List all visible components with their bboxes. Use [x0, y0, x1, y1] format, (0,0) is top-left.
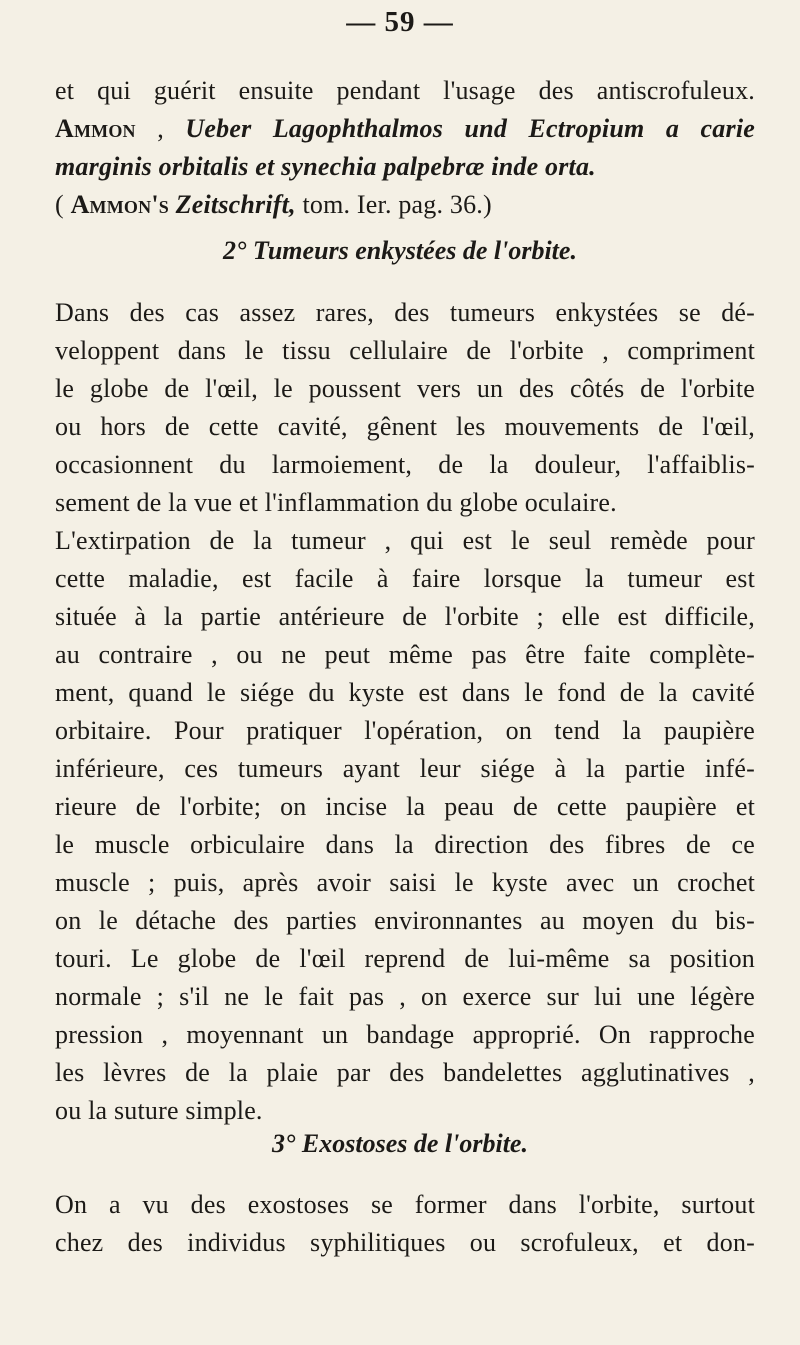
journal-title: Zeitschrift,	[175, 190, 296, 219]
text-line: On a vu des exostoses se former dans l'orbite, surtout	[55, 1190, 755, 1219]
citation: tom. Ier. pag. 36.)	[295, 190, 492, 219]
separator: ,	[135, 114, 186, 143]
text-line: le globe de l'œil, le poussent vers un des côtés de l'orbite	[55, 374, 755, 403]
text-line: muscle ; puis, après avoir saisi le kyste avec un crochet	[55, 868, 755, 897]
text-line: sement de la vue et l'inflammation du globe oculaire.	[55, 488, 617, 517]
text-line: veloppent dans le tissu cellulaire de l'orbite , compriment	[55, 336, 755, 365]
work-title-cont: marginis orbitalis et synechia palpebræ inde orta.	[55, 152, 596, 181]
text-line: pression , moyennant un bandage approprié. On rapproche	[55, 1020, 755, 1049]
reference-paragraph	[55, 72, 755, 224]
section-paragraph	[55, 1186, 755, 1262]
text-line: ou hors de cette cavité, gênent les mouvements de l'œil,	[55, 412, 755, 441]
section-paragraph	[55, 294, 755, 1130]
text-line: le muscle orbiculaire dans la direction des fibres de ce	[55, 830, 755, 859]
author-name: Ammon's	[70, 190, 169, 219]
text-line: ou la suture simple.	[55, 1096, 263, 1125]
text-line: normale ; s'il ne le fait pas , on exerce sur lui une légère	[55, 982, 755, 1011]
space	[169, 190, 176, 219]
text-line: et qui guérit ensuite pendant l'usage des antiscrofuleux.	[55, 76, 755, 105]
text-line: les lèvres de la plaie par des bandelettes agglutinatives ,	[55, 1058, 755, 1087]
text-line	[55, 186, 755, 224]
text-line: orbitaire. Pour pratiquer l'opération, on tend la paupière	[55, 716, 755, 745]
section-heading: 3° Exostoses de l'orbite.	[272, 1129, 528, 1158]
text-line: touri. Le globe de l'œil reprend de lui-même sa position	[55, 944, 755, 973]
text-line: chez des individus syphilitiques ou scrofuleux, et don-	[55, 1228, 755, 1257]
text-line: occasionnent du larmoiement, de la douleur, l'affaiblis-	[55, 450, 755, 479]
text-line: Dans des cas assez rares, des tumeurs enkystées se dé-	[55, 298, 755, 327]
text-line: L'extirpation de la tumeur , qui est le seul remède pour	[55, 526, 755, 555]
text-line: située à la partie antérieure de l'orbite ; elle est difficile,	[55, 602, 755, 631]
text-line: cette maladie, est facile à faire lorsque la tumeur est	[55, 564, 755, 593]
text-line: inférieure, ces tumeurs ayant leur siége à la partie infé-	[55, 754, 755, 783]
page-number: — 59 —	[346, 6, 454, 38]
text-line: rieure de l'orbite; on incise la peau de cette paupière et	[55, 792, 755, 821]
author-name: Ammon	[55, 114, 136, 143]
text-line	[55, 148, 755, 186]
paren-open: (	[55, 190, 71, 219]
text-line	[55, 110, 755, 148]
section-heading: 2° Tumeurs enkystées de l'orbite.	[223, 236, 577, 265]
text-line: au contraire , ou ne peut même pas être faite complète-	[55, 640, 755, 669]
work-title: Ueber Lagophthalmos und Ectropium a carie	[185, 114, 755, 143]
text-line: ment, quand le siége du kyste est dans le fond de la cavité	[55, 678, 755, 707]
text-line: on le détache des parties environnantes au moyen du bis-	[55, 906, 755, 935]
